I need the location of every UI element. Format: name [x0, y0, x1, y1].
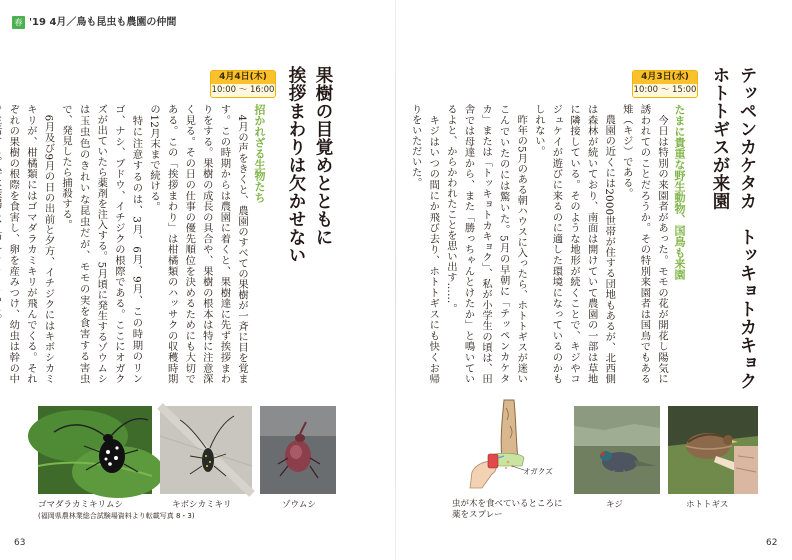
photo-hototogisu: [668, 406, 758, 494]
left-time: 10:00 ～ 16:00: [211, 85, 275, 95]
season-icon: 春: [12, 16, 25, 29]
left-title-line2: 挨拶まわりは欠かせない: [286, 66, 306, 264]
left-subhead: 招かれざる生物たち: [253, 104, 266, 203]
photo-kiboshi-kamikiri: [160, 406, 252, 494]
right-title-line2: ホトトギスが来園: [710, 66, 730, 210]
kiji-caption: キジ: [606, 500, 623, 510]
sawdust-label: オガクズ: [523, 467, 553, 476]
kiboshi-caption: キボシカミキリ: [172, 500, 232, 510]
right-date: 4月3日(水): [633, 71, 697, 84]
right-date-badge: [632, 70, 698, 98]
running-header: '19 4月／鳥も昆虫も農園の仲間: [29, 17, 177, 28]
right-time: 10:00 ～ 15:00: [633, 85, 697, 95]
gomadara-credit: (福岡県農林業総合試験場資料より転載写真 8・3): [38, 512, 195, 520]
left-body-text: 4月の声をきくと、農園のすべての果樹が一斉に目を覚ます。この時期からは農園に着くと、果樹達に先ず挨拶まわりをする。果樹の成長の具合や、果樹の根本は特に注意深く見る。その日の仕事の優先順位を決めるためにも大切である。この「挨拶まわり」は柑橘類のハッサクの収穫時期の12月末まで続ける。 特に注意するのは、3月、6月、9月、この時期のリンゴ、ナシ、ブドウ、イチジクの根際である。ここにオガクズが出ていたら薬剤を注入する。5月頃に発生するゾウムシは玉虫色のきれいな昆虫だが、モモの実を食害する害虫で、発見したら捕殺する。 6月及び9月の日の出前と夕方、イチジクにはキボシカミキリが、柑橘類にはゴマダラカミキリが飛んでくる。それぞれの果樹の根際を食害し、卵を産みつけ、幼虫は幹の中: [7, 104, 248, 384]
photo-zoumushi: [260, 406, 336, 494]
spray-illustration: [452, 400, 562, 492]
photo-kiji: [574, 406, 660, 494]
left-title-line1: 果樹の目覚めとともに: [313, 66, 333, 246]
illustration-caption-line1: 虫が木を食べているところに: [452, 499, 563, 509]
page-number-left: 63: [14, 538, 26, 548]
book-gutter: [395, 0, 396, 560]
left-date-badge: [210, 70, 276, 98]
page-header: [0, 0, 792, 34]
right-title-line1: テッペンカケタカ トッキョトカキョク: [737, 66, 757, 390]
left-date: 4月4日(木): [211, 71, 275, 84]
right-body-text: 今日は特別の来園者があった。モモの花が開花し陽気に誘われてのことだろうか。その特別来園者は国鳥でもある雉（キジ）である。 農園の近くには2000世帯が住する団地もあるが、北西側は森林が続いており、南面は開けていて農園の一部は草地に隣接している。そのような地形が続くことで、キジやコジュケイが遊びに来るのに適した環境になっているのかもしれない。 昨年の5月のある朝ハウスに入ったら、ホトトギスが迷いこんでいたのには驚いた。5月の早朝に「テッペンカケタカ」または「トッキョトカキョク」、私が小学生の頃は、田舎では母達から、また「勝っちゃんとけたか」と鳴いているよと、からかわれたことを思い出す……。 キジはいつの間にか飛び去り、ホトトギスにも快くお帰りをいただいた。: [409, 104, 668, 384]
page-number-right: 62: [766, 538, 778, 548]
right-subhead: たまに貴重な野生動物、国鳥も来園: [673, 104, 686, 280]
hototogisu-caption: ホトトギス: [686, 500, 729, 510]
photo-gomadara-kamikiri: [38, 406, 152, 494]
zoumushi-caption: ゾウムシ: [282, 500, 316, 510]
gomadara-caption: ゴマダラカミキリムシ: [38, 500, 124, 510]
illustration-caption-line2: 薬をスプレー: [452, 510, 503, 520]
